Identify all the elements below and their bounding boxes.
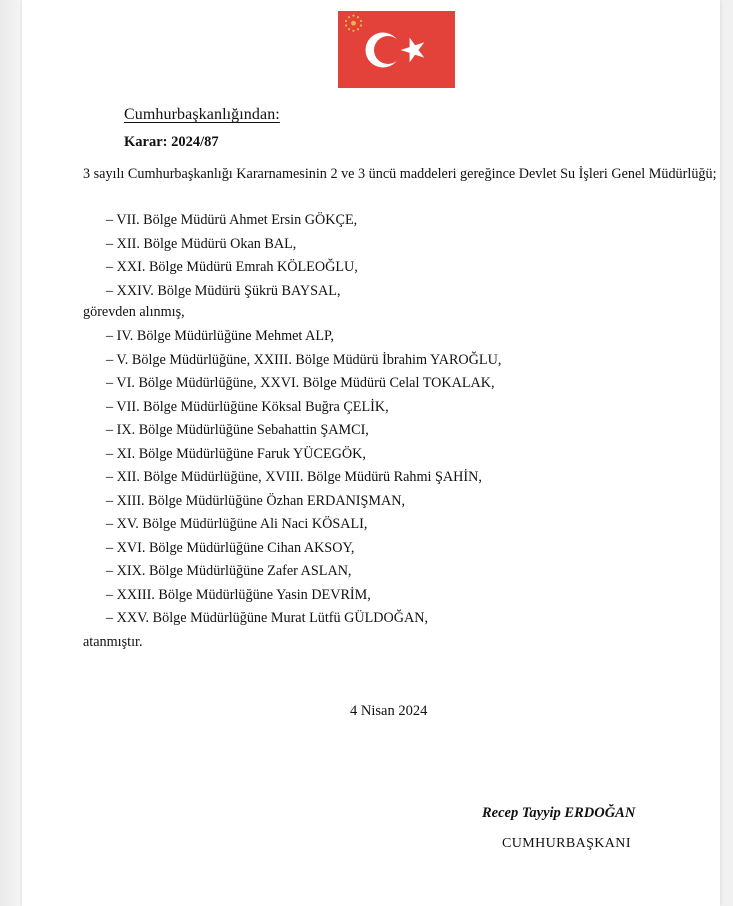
decree-page (22, 0, 720, 906)
list-item: – XI. Bölge Müdürlüğüne Faruk YÜCEGÖK, (106, 445, 366, 462)
list-item: – VI. Bölge Müdürlüğüne, XXVI. Bölge Müdürü Celal TOKALAK, (106, 375, 495, 391)
dismissed-suffix: görevden alınmış, (83, 304, 185, 320)
list-item: – IV. Bölge Müdürlüğüne Mehmet ALP, (106, 328, 334, 344)
signer-title: CUMHURBAŞKANI (502, 836, 631, 851)
list-item: – XIII. Bölge Müdürlüğüne Özhan ERDANIŞMAN, (106, 492, 406, 509)
signer-name: Recep Tayyip ERDOĞAN (482, 805, 636, 821)
list-item: – XXI. Bölge Müdürü Emrah KÖLEOĞLU, (106, 259, 358, 275)
decree-date: 4 Nisan 2024 (350, 703, 428, 719)
list-item: – VII. Bölge Müdürü Ahmet Ersin GÖKÇE, (106, 212, 358, 228)
list-item: – XXV. Bölge Müdürlüğüne Murat Lütfü GÜLDOĞAN, (106, 610, 429, 626)
intro-paragraph: 3 sayılı Cumhurbaşkanlığı Kararnamesinin 2 ve 3 üncü maddeleri gereğince Devlet Su İşleri Genel Müdürlüğü; (83, 166, 717, 182)
dismissed-list (106, 209, 358, 303)
list-item: – XII. Bölge Müdürü Okan BAL, (106, 235, 297, 252)
appointed-list (106, 325, 501, 631)
list-item: – IX. Bölge Müdürlüğüne Sebahattin ŞAMCI, (106, 422, 369, 438)
list-item: – XII. Bölge Müdürlüğüne, XVIII. Bölge Müdürü Rahmi ŞAHİN, (106, 469, 482, 485)
issuer-heading: Cumhurbaşkanlığından: (124, 106, 280, 123)
list-item: – V. Bölge Müdürlüğüne, XXIII. Bölge Müdürü İbrahim YAROĞLU, (106, 351, 502, 368)
list-item: – XXIII. Bölge Müdürlüğüne Yasin DEVRİM, (106, 586, 371, 603)
decision-number: Karar: 2024/87 (124, 134, 219, 150)
appointed-suffix: atanmıştır. (83, 634, 143, 650)
list-item: – XVI. Bölge Müdürlüğüne Cihan AKSOY, (106, 539, 355, 556)
turkish-flag-icon (338, 11, 455, 88)
list-item: – XV. Bölge Müdürlüğüne Ali Naci KÖSALI, (106, 516, 368, 532)
list-item: – XXIV. Bölge Müdürü Şükrü BAYSAL, (106, 282, 341, 299)
list-item: – VII. Bölge Müdürlüğüne Köksal Buğra ÇELİK, (106, 398, 389, 415)
list-item: – XIX. Bölge Müdürlüğüne Zafer ASLAN, (106, 563, 352, 579)
page-shadow-edge (0, 0, 22, 906)
